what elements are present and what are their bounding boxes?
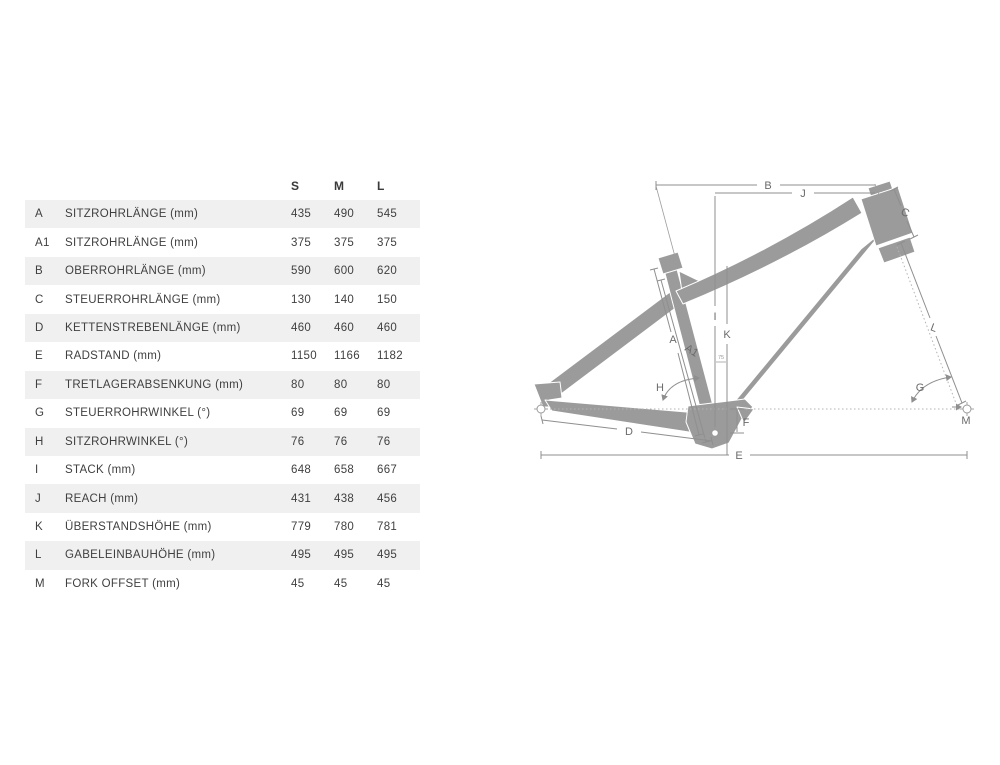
row-letter: H — [35, 435, 44, 448]
value-s: 460 — [291, 321, 312, 334]
row-letter: M — [35, 577, 45, 590]
dim-label-a1: A1 — [682, 342, 701, 360]
row-label: GABELEINBAUHÖHE (mm) — [65, 549, 216, 562]
row-letter: A1 — [35, 236, 50, 249]
dim-l-tick — [958, 401, 966, 405]
value-s: 69 — [291, 407, 305, 420]
row-label: RADSTAND (mm) — [65, 350, 162, 363]
dim-label-l: L — [928, 321, 939, 335]
value-m: 69 — [334, 407, 348, 420]
value-l: 495 — [377, 549, 398, 562]
value-s: 590 — [291, 265, 312, 278]
dim-c-tick — [910, 235, 918, 239]
value-m: 80 — [334, 378, 348, 391]
row-letter: F — [35, 378, 43, 391]
dim-label-k: K — [723, 329, 731, 341]
value-l: 375 — [377, 236, 398, 249]
row-letter: B — [35, 265, 43, 278]
dim-l-line — [936, 336, 962, 403]
value-m: 45 — [334, 577, 348, 590]
dim-label-b: B — [764, 180, 772, 192]
value-l: 80 — [377, 378, 391, 391]
value-s: 495 — [291, 549, 312, 562]
row-letter: I — [35, 464, 39, 477]
dim-label-d: D — [625, 426, 633, 438]
row-letter: L — [35, 549, 42, 562]
size-header-m: M — [334, 178, 345, 193]
dim-label-h: H — [656, 382, 664, 394]
value-s: 45 — [291, 577, 305, 590]
dim-l-line — [901, 243, 930, 318]
chain-stay — [545, 400, 702, 434]
value-l: 69 — [377, 407, 391, 420]
row-label: STEUERROHRLÄNGE (mm) — [65, 293, 221, 306]
value-m: 658 — [334, 464, 355, 477]
value-m: 460 — [334, 321, 355, 334]
value-s: 1150 — [291, 350, 317, 363]
size-header-s: S — [291, 178, 300, 193]
row-letter: A — [35, 208, 43, 221]
value-m: 495 — [334, 549, 355, 562]
value-m: 438 — [334, 492, 355, 505]
value-l: 781 — [377, 521, 398, 534]
value-l: 45 — [377, 577, 391, 590]
value-l: 620 — [377, 265, 398, 278]
row-letter: J — [35, 492, 42, 505]
value-l: 76 — [377, 435, 391, 448]
value-l: 460 — [377, 321, 398, 334]
size-header-l: L — [377, 178, 385, 193]
dim-label-g: G — [915, 382, 925, 394]
seat-axis-extension — [656, 186, 677, 264]
dim-label-a: A — [669, 334, 677, 346]
value-s: 648 — [291, 464, 312, 477]
row-label: STACK (mm) — [65, 464, 136, 477]
row-letter: E — [35, 350, 43, 363]
row-label: OBERROHRLÄNGE (mm) — [65, 265, 206, 278]
value-m: 1166 — [334, 350, 360, 363]
value-l: 150 — [377, 293, 398, 306]
dim-label-e: E — [735, 450, 743, 462]
value-s: 435 — [291, 208, 312, 221]
row-label: TRETLAGERABSENKUNG (mm) — [65, 378, 244, 391]
value-l: 1182 — [377, 350, 403, 363]
value-m: 375 — [334, 236, 355, 249]
steering-axis-dotted — [897, 247, 957, 406]
value-l: 545 — [377, 208, 398, 221]
row-label: FORK OFFSET (mm) — [65, 577, 181, 590]
dim-label-m: M — [961, 415, 971, 427]
value-l: 667 — [377, 464, 398, 477]
value-m: 140 — [334, 293, 355, 306]
value-m: 490 — [334, 208, 355, 221]
row-letter: G — [35, 407, 45, 420]
dim-label-75: 75 — [717, 355, 725, 361]
value-m: 780 — [334, 521, 355, 534]
row-label: SITZROHRLÄNGE (mm) — [65, 236, 199, 249]
value-m: 600 — [334, 265, 355, 278]
value-s: 76 — [291, 435, 305, 448]
value-s: 779 — [291, 521, 312, 534]
dim-label-j: J — [800, 188, 806, 200]
row-letter: D — [35, 321, 44, 334]
row-label: REACH (mm) — [65, 492, 139, 505]
row-label: SITZROHRLÄNGE (mm) — [65, 208, 199, 221]
value-s: 80 — [291, 378, 305, 391]
dim-label-c: C — [898, 205, 912, 221]
value-m: 76 — [334, 435, 348, 448]
row-letter: K — [35, 521, 43, 534]
front-axle-marker — [960, 402, 974, 416]
row-label: SITZROHRWINKEL (°) — [65, 435, 189, 448]
value-s: 431 — [291, 492, 312, 505]
dim-d-line — [542, 420, 617, 429]
value-s: 375 — [291, 236, 312, 249]
row-label: KETTENSTREBENLÄNGE (mm) — [65, 321, 241, 334]
row-label: STEUERROHRWINKEL (°) — [65, 407, 211, 420]
dim-label-i: I — [713, 311, 717, 323]
row-letter: C — [35, 293, 44, 306]
value-s: 130 — [291, 293, 312, 306]
dim-label-f: F — [742, 417, 750, 429]
value-l: 456 — [377, 492, 398, 505]
row-label: ÜBERSTANDSHÖHE (mm) — [65, 521, 212, 534]
